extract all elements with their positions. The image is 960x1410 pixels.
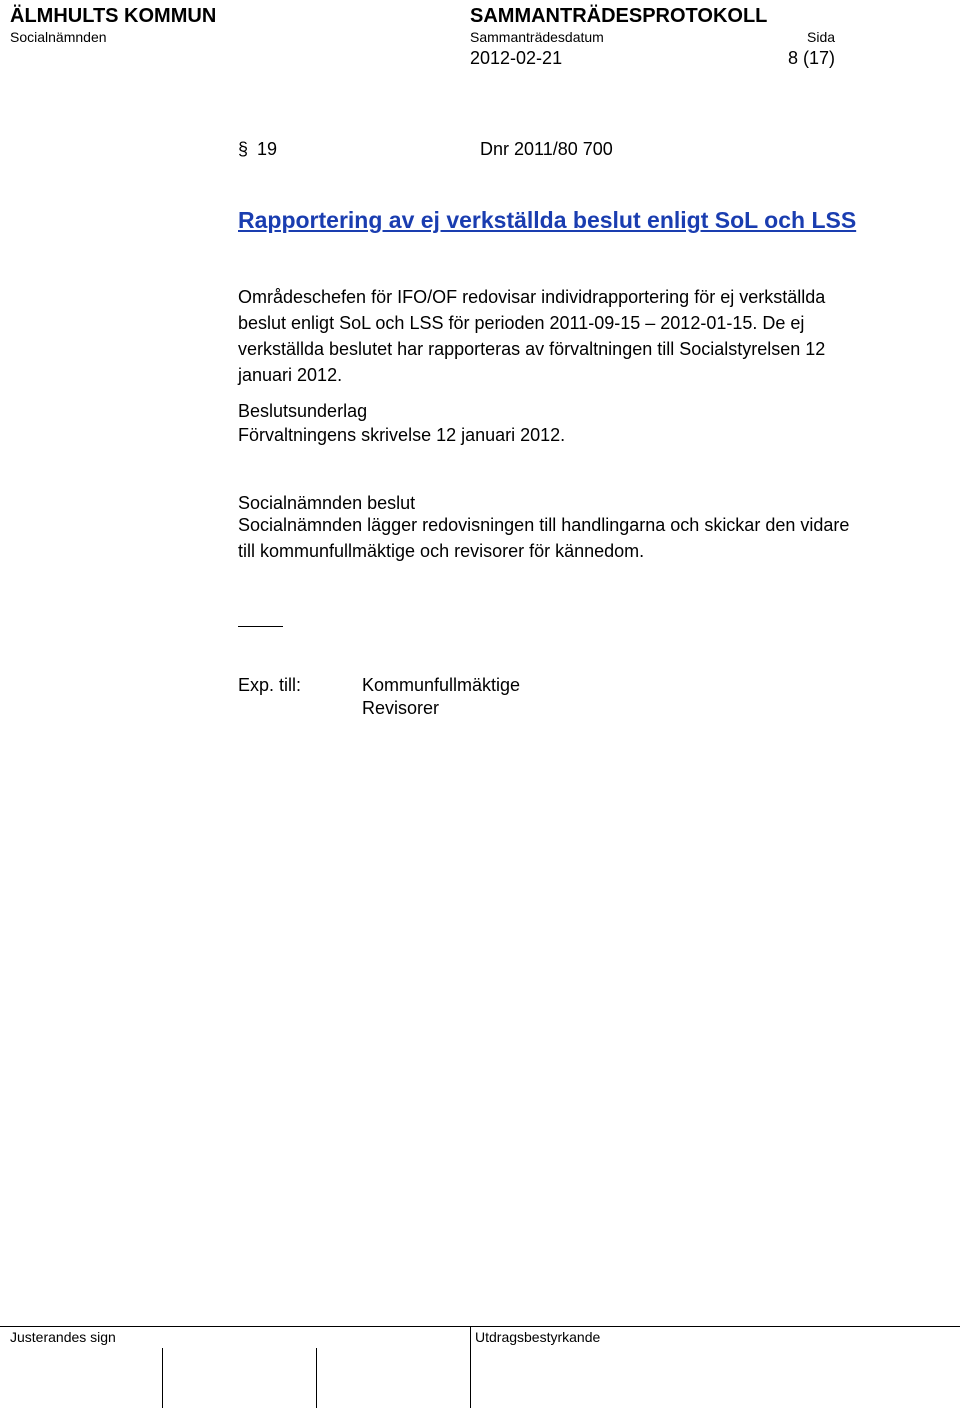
footer-top-rule [0,1326,960,1327]
basis-heading: Beslutsunderlag [238,401,368,421]
exp-label: Exp. till: [238,675,302,695]
decision-text: Socialnämnden lägger redovisningen till handlingarna och skickar den vidare till kommunfullmäktige och revisorer för kännedom. [238,515,850,561]
meeting-date: 2012-02-21 [470,48,563,68]
diary-number: Dnr 2011/80 700 [480,139,613,159]
page-number: 8 (17) [788,48,836,68]
basis-text: Förvaltningens skrivelse 12 januari 2012. [238,425,566,445]
intro-paragraph: Områdeschefen för IFO/OF redovisar individrapportering för ej verkställda beslut enligt SoL och LSS för perioden 2011-09-15 – 2012-01-15. De ej verkställda beslutet har rapporteras av förvaltningen till Socialstyrelsen 12 januari 2012. [238,287,826,385]
signature-box-divider [162,1348,163,1408]
recipient-item: Revisorer [362,698,440,718]
section-sign: § [238,139,249,159]
section-number: 19 [257,139,278,159]
short-separator [238,626,283,627]
municipality-name: ÄLMHULTS KOMMUN [10,5,217,27]
protocol-title: SAMMANTRÄDESPROTOKOLL [470,5,768,27]
footer-divider [470,1326,471,1348]
signature-label: Justerandes sign [10,1329,116,1345]
section-title: Rapportering av ej verkställda beslut enligt SoL och LSS [238,207,857,233]
extract-label: Utdragsbestyrkande [475,1329,601,1345]
page-label: Sida [807,29,836,45]
meeting-date-label: Sammanträdesdatum [470,29,604,45]
decision-heading: Socialnämnden beslut [238,493,416,513]
signature-box-divider [470,1348,471,1408]
recipient-item: Kommunfullmäktige [362,675,521,695]
signature-box-divider [316,1348,317,1408]
committee-name: Socialnämnden [10,29,107,45]
